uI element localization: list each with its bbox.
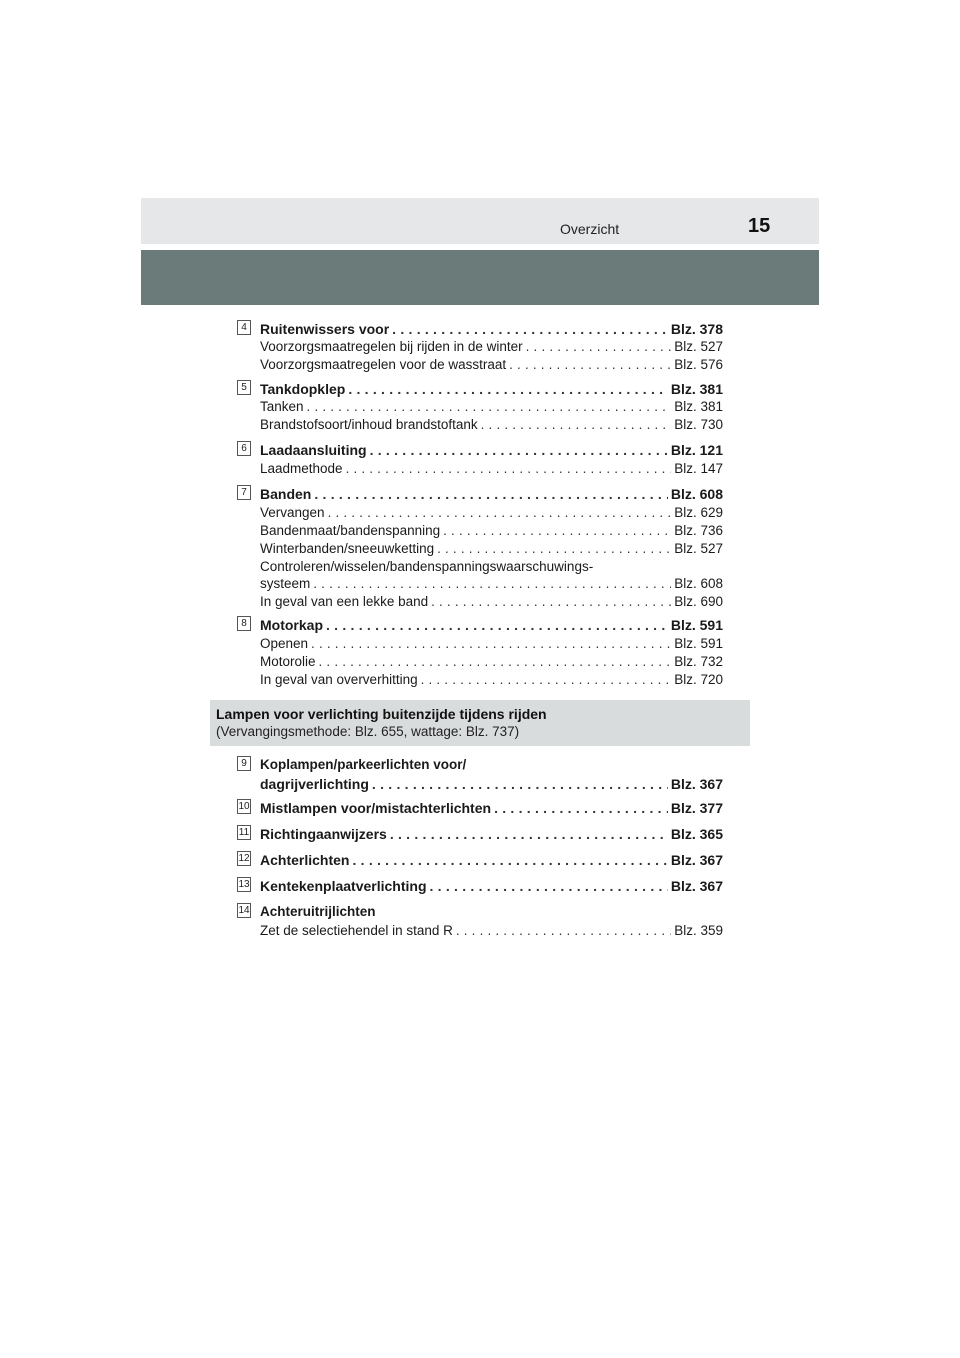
toc-heading[interactable]: Achterlichten . . . Blz. 367	[260, 851, 723, 869]
toc-heading[interactable]: dagrijverlichting . . . Blz. 367	[260, 775, 723, 793]
toc-subentry[interactable]: Openen . . . Blz. 591	[260, 635, 723, 653]
section-title: Overzicht	[560, 221, 620, 237]
callout-number: 4	[237, 320, 251, 335]
callout-number: 7	[237, 485, 251, 500]
header-band	[141, 250, 819, 305]
toc-heading[interactable]: Richtingaanwijzers . . . Blz. 365	[260, 825, 723, 843]
header-bar	[141, 198, 819, 244]
toc-subentry[interactable]: Voorzorgsmaatregelen bij rijden in de winter . . . Blz. 527	[260, 338, 723, 356]
toc-subentry[interactable]: In geval van een lekke band . . . Blz. 690	[260, 593, 723, 611]
page-number: 15	[748, 215, 771, 237]
toc-subentry[interactable]: Motorolie . . . Blz. 732	[260, 653, 723, 671]
toc-subentry[interactable]: systeem . . . Blz. 608	[260, 575, 723, 593]
lamps-subtitle: (Vervangingsmethode: Blz. 655, wattage: Blz. 737)	[216, 724, 520, 739]
callout-number: 13	[238, 879, 250, 890]
toc-heading[interactable]: Kentekenplaatverlichting . . . Blz. 367	[260, 877, 723, 895]
toc-subentry[interactable]: In geval van oververhitting . . . Blz. 720	[260, 671, 723, 689]
lamps-section-header	[210, 700, 750, 746]
toc-heading[interactable]: Ruitenwissers voor . . . Blz. 378	[260, 320, 723, 338]
toc-subentry[interactable]: Laadmethode . . . Blz. 147	[260, 460, 723, 478]
toc-subentry[interactable]: Vervangen . . . Blz. 629	[260, 504, 723, 522]
toc-heading[interactable]: Laadaansluiting . . . Blz. 121	[260, 441, 723, 459]
callout-number: 10	[238, 801, 250, 812]
callout-number: 14	[238, 905, 250, 916]
toc-subentry[interactable]: Zet de selectiehendel in stand R . . . Blz. 359	[260, 922, 723, 940]
callout-number: 12	[238, 853, 250, 864]
callout-number: 9	[237, 756, 251, 771]
toc-heading[interactable]: Mistlampen voor/mistachterlichten . . . Blz. 377	[260, 799, 723, 817]
callout-number: 6	[237, 441, 251, 456]
callout-number: 8	[237, 616, 251, 631]
toc-heading[interactable]: Banden . . . Blz. 608	[260, 485, 723, 503]
toc-heading-wrap[interactable]: Koplampen/parkeerlichten voor/	[260, 757, 467, 772]
toc-heading[interactable]: Motorkap . . . Blz. 591	[260, 616, 723, 634]
callout-number: 5	[237, 380, 251, 395]
toc-heading[interactable]: Achteruitrijlichten	[260, 904, 376, 919]
toc-subentry[interactable]: Tanken . . . Blz. 381	[260, 398, 723, 416]
toc-subentry-wrap[interactable]: Controleren/wisselen/bandenspanningswaarschuwings-	[260, 559, 594, 574]
toc-subentry[interactable]: Bandenmaat/bandenspanning . . . Blz. 736	[260, 522, 723, 540]
toc-subentry[interactable]: Voorzorgsmaatregelen voor de wasstraat . . . Blz. 576	[260, 356, 723, 374]
toc-subentry[interactable]: Winterbanden/sneeuwketting . . . Blz. 527	[260, 540, 723, 558]
callout-number: 11	[238, 827, 250, 838]
toc-heading[interactable]: Tankdopklep . . . Blz. 381	[260, 380, 723, 398]
lamps-title: Lampen voor verlichting buitenzijde tijdens rijden	[216, 706, 547, 722]
toc-subentry[interactable]: Brandstofsoort/inhoud brandstoftank . . . Blz. 730	[260, 416, 723, 434]
